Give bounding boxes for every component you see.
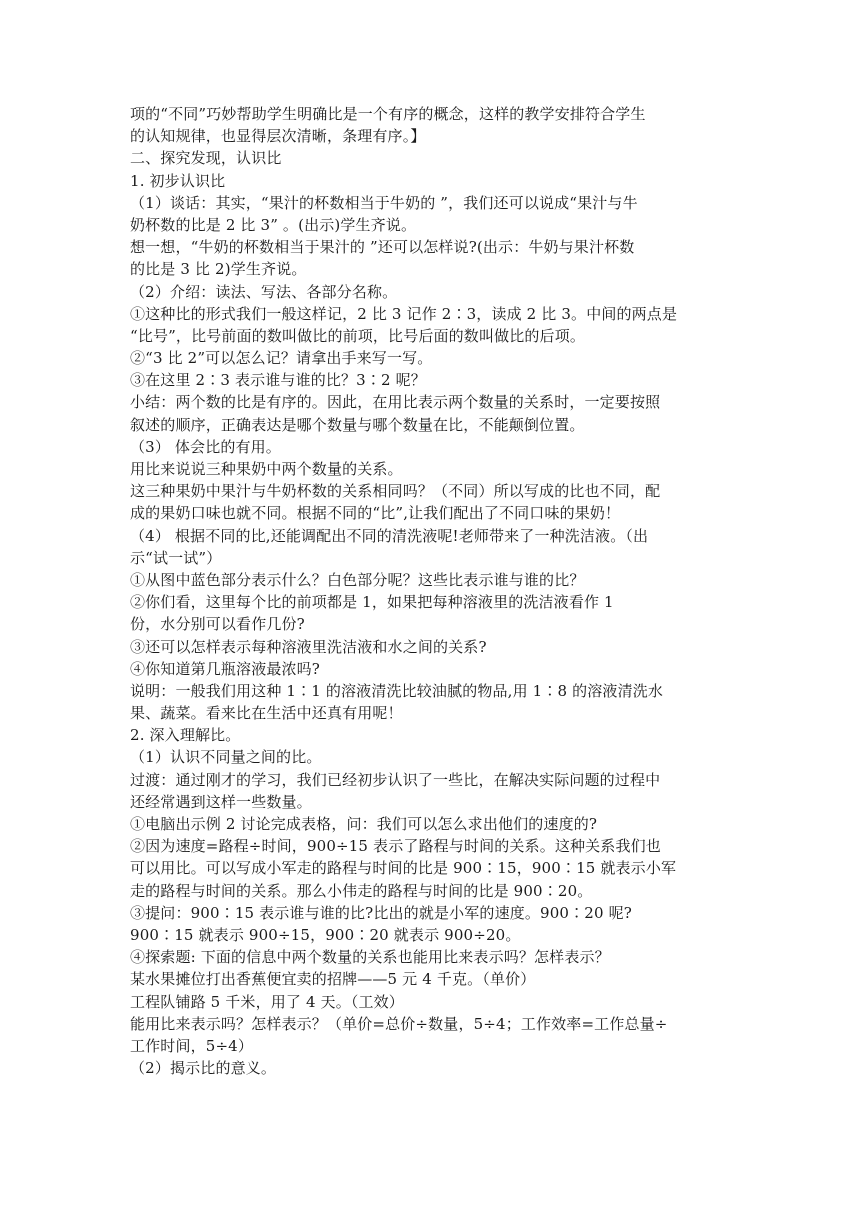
subsection-heading: 1. 初步认识比 xyxy=(130,171,226,190)
text-line: ③提问：900∶15 表示谁与谁的比?比出的就是小军的速度。900∶20 呢? xyxy=(130,903,632,922)
text-line: 过渡：通过刚才的学习，我们已经初步认识了一些比，在解决实际问题的过程中 xyxy=(130,770,661,789)
subsection-heading: 2. 深入理解比。 xyxy=(130,726,241,745)
document-body xyxy=(130,103,734,1079)
text-line: 示“试一试”） xyxy=(130,548,222,567)
text-line: 叙述的顺序，正确表达是哪个数量与哪个数量在比，不能颠倒位置。 xyxy=(130,415,585,434)
text-line: 说明：一般我们用这种 1∶1 的溶液清洗比较油腻的物品,用 1∶8 的溶液清洗水 xyxy=(130,681,664,700)
text-line: ④探索题: 下面的信息中两个数量的关系也能用比来表示吗？怎样表示？ xyxy=(130,948,610,967)
text-line: 某水果摊位打出香蕉便宜卖的招牌——5 元 4 千克。（单价） xyxy=(130,970,536,989)
text-line: 还经常遇到这样一些数量。 xyxy=(130,792,312,811)
text-line: 小结：两个数的比是有序的。因此，在用比表示两个数量的关系时，一定要按照 xyxy=(130,393,661,412)
text-line: ③在这里 2∶3 表示谁与谁的比？3∶2 呢？ xyxy=(130,371,426,390)
text-line: （1）谈话：其实，“果汁的杯数相当于牛奶的 ”，我们还可以说成“果汁与牛 xyxy=(130,193,638,212)
text-line: ①电脑出示例 2 讨论完成表格，问：我们可以怎么求出他们的速度的? xyxy=(130,815,598,833)
text-line: （2）介绍：读法、写法、各部分名称。 xyxy=(130,282,398,301)
text-line: 奶杯数的比是 2 比 3” 。(出示)学生齐说。 xyxy=(130,215,417,234)
text-line: 可以用比。可以写成小军走的路程与时间的比是 900∶15，900∶15 就表示小军 xyxy=(130,859,677,878)
text-line: （3） 体会比的有用。 xyxy=(130,437,281,456)
text-line: “比号”，比号前面的数叫做比的前项，比号后面的数叫做比的后项。 xyxy=(130,326,585,345)
text-line: 走的路程与时间的关系。那么小伟走的路程与时间的比是 900∶20。 xyxy=(130,881,593,900)
text-line: （1）认识不同量之间的比。 xyxy=(130,748,322,767)
text-line: 的认知规律，也显得层次清晰，条理有序。】 xyxy=(130,127,426,146)
text-line: ②你们看，这里每个比的前项都是 1，如果把每种溶液里的洗洁液看作 1 xyxy=(130,593,614,612)
text-line: 这三种果奶中果汁与牛奶杯数的关系相同吗？（不同）所以写成的比也不同，配 xyxy=(130,482,661,501)
text-line: ④你知道第几瓶溶液最浓吗? xyxy=(130,659,320,678)
text-line: ①这种比的形式我们一般这样记，2 比 3 记作 2∶3，读成 2 比 3。中间的两点是 xyxy=(130,304,678,323)
text-line: （2）揭示比的意义。 xyxy=(130,1059,277,1078)
text-line: 份，水分别可以看作几份? xyxy=(130,615,305,634)
text-line: （4） 根据不同的比,还能调配出不同的清洗液呢!老师带来了一种洗洁液。（出 xyxy=(130,526,649,545)
text-line: 用比来说说三种果奶中两个数量的关系。 xyxy=(130,460,403,478)
text-line: 工程队铺路 5 千米，用了 4 天。（工效） xyxy=(130,992,404,1011)
section-heading: 二、探究发现，认识比 xyxy=(130,149,282,168)
text-line: 成的果奶口味也就不同。根据不同的“比”,让我们配出了不同口味的果奶！ xyxy=(130,504,621,523)
text-line: ②因为速度=路程÷时间，900÷15 表示了路程与时间的关系。这种关系我们也 xyxy=(130,837,661,856)
text-line: ②“3 比 2”可以怎么记？请拿出手来写一写。 xyxy=(130,349,433,368)
text-line: 想一想，“牛奶的杯数相当于果汁的 ”还可以怎样说?(出示：牛奶与果汁杯数 xyxy=(130,238,635,257)
text-line: ③还可以怎样表示每种溶液里洗洁液和水之间的关系? xyxy=(130,637,487,656)
text-line: 能用比来表示吗？怎样表示？（单价=总价÷数量，5÷4；工作效率=工作总量÷ xyxy=(130,1014,668,1033)
text-line: 900∶15 就表示 900÷15，900∶20 就表示 900÷20。 xyxy=(130,925,521,944)
text-line: 项的“不同”巧妙帮助学生明确比是一个有序的概念，这样的教学安排符合学生 xyxy=(130,105,646,123)
text-line: 果、蔬菜。看来比在生活中还真有用呢！ xyxy=(130,704,403,723)
text-line: 工作时间，5÷4） xyxy=(130,1036,254,1055)
text-line: ①从图中蓝色部分表示什么？白色部分呢？这些比表示谁与谁的比？ xyxy=(130,570,585,589)
text-line: 的比是 3 比 2)学生齐说。 xyxy=(130,260,307,279)
